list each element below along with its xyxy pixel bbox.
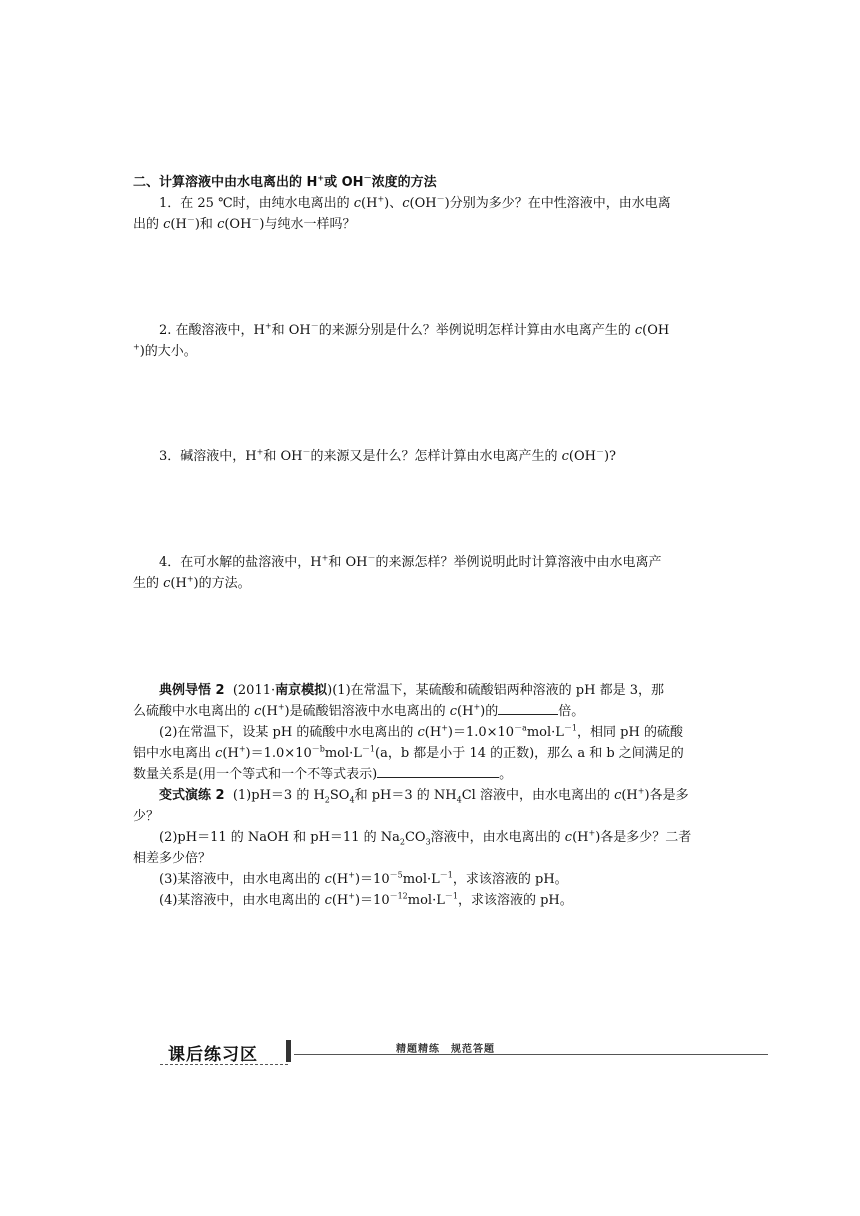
practice-area-banner: [160, 1040, 768, 1066]
answer-blank-2[interactable]: [377, 765, 499, 778]
practice-2: 变式演练 2 (1)pH＝3 的 $H_2SO_4$和 pH＝3 的 $NH_4Cl$ 溶液中，由水电离出的 c(H+)各是多 少？: [133, 786, 689, 824]
example-2-part-2: (2)在常温下，设某 pH 的硫酸中水电离出的 $c(H^+)=1.0\times 10^{-a}mol\cdot L^{-1}$，相同 pH 的硫酸 铝中水电离出 $c(H^+)=1.0\times 10^{-b}mol\cdot L^{-1}(a$，b 都是小于 14 的正数)，那么 a 和 b 之间满足的 数量关系是(用一个等式和一个不等式表示) 。: [133, 723, 684, 782]
question-2: 2. 在酸溶液中，H+和 OH－的来源分别是什么？举例说明怎样计算由水电离产生的 c(OH +)的大小。: [133, 321, 670, 359]
banner-dashed-underline: [160, 1064, 288, 1065]
question-1: 1．在 25 ℃时，由纯水电离出的 c(H+)、c(OH－)分别为多少？在中性溶液中，由水电离 出的 c(H－)和 c(OH－)与纯水一样吗？: [133, 194, 671, 232]
banner-divider-bar: [286, 1040, 291, 1062]
practice-2-part-2: (2)pH＝11 的 NaOH 和 pH＝11 的 $Na_2CO_3$溶液中，由水电离出的 c(H+)各是多少？二者 相差多少倍？: [133, 828, 692, 866]
banner-title: 课后练习区: [168, 1045, 258, 1065]
example-2: 典例导悟 2 (2011·南京模拟)(1)在常温下，某硫酸和硫酸铝两种溶液的 pH 都是 3，那 么硫酸中水电离出的 c(H+)是硫酸铝溶液中水电离出的 c(H+)的 倍。: [133, 683, 664, 719]
section-heading: 二、计算溶液中由水电离出的 H+或 OH－浓度的方法: [133, 173, 437, 190]
question-3: 3．碱溶液中，H+和 OH－的来源又是什么？怎样计算由水电离产生的 c(OH－)?: [159, 447, 617, 464]
banner-subtitle: 精题精练 规范答题: [396, 1044, 495, 1055]
practice-2-part-3: (3)某溶液中，由水电离出的 $c(H^+)=10^{-5}mol\cdot L^{-1}$，求该溶液的 pH。: [159, 870, 568, 887]
practice-2-part-4: (4)某溶液中，由水电离出的 $c(H^+)=10^{-12}mol\cdot L^{-1}$，求该溶液的 pH。: [159, 891, 573, 908]
answer-blank-1[interactable]: [498, 702, 558, 715]
banner-rule: [294, 1054, 768, 1055]
question-4: 4．在可水解的盐溶液中，H+和 OH－的来源怎样？举例说明此时计算溶液中由水电离产 生的 c(H+)的方法。: [133, 553, 662, 591]
